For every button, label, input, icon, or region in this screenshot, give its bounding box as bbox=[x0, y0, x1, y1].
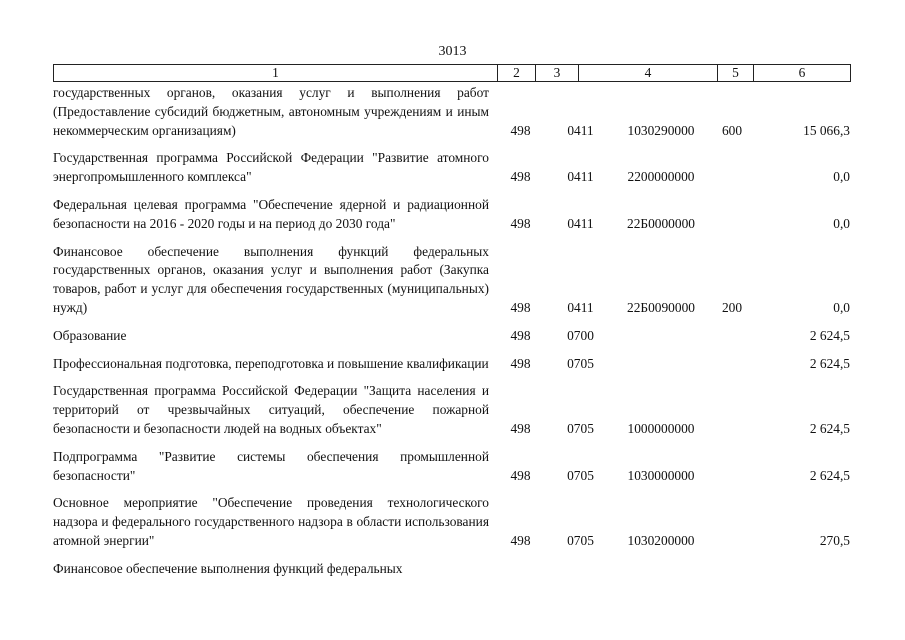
row-col4: 22Б0000000 bbox=[627, 215, 695, 231]
row-col4: 1030290000 bbox=[627, 122, 695, 138]
table-row bbox=[53, 355, 853, 374]
row-col6: 0,0 bbox=[833, 215, 850, 231]
budget-rows bbox=[53, 84, 853, 588]
table-row bbox=[53, 243, 853, 318]
column-header-5: 5 bbox=[718, 65, 754, 82]
row-col2: 498 bbox=[510, 122, 531, 138]
row-description: Финансовое обеспечение выполнения функций федеральных государственных органов, оказания услуг и выполнения работ (Закупка товаров, работ и услуг для обеспечения государственных (муниципальных) нужд) bbox=[53, 243, 489, 315]
row-col6: 2 624,5 bbox=[809, 327, 850, 343]
row-col4: 1030000000 bbox=[627, 467, 695, 483]
row-col2: 498 bbox=[510, 215, 531, 231]
row-col5: 600 bbox=[721, 122, 743, 138]
row-col6: 0,0 bbox=[833, 169, 850, 185]
column-header-table bbox=[53, 64, 851, 82]
column-header-6: 6 bbox=[754, 65, 851, 82]
column-header-3: 3 bbox=[536, 65, 579, 82]
row-col3: 0411 bbox=[567, 169, 594, 185]
row-col6: 2 624,5 bbox=[809, 420, 850, 436]
table-row bbox=[53, 382, 853, 438]
row-col4: 1030200000 bbox=[627, 532, 695, 548]
page-number: 3013 bbox=[438, 44, 467, 59]
table-row bbox=[53, 84, 853, 140]
table-row bbox=[53, 327, 853, 346]
row-col2: 498 bbox=[510, 169, 531, 185]
row-col4: 22Б0090000 bbox=[627, 299, 695, 315]
column-header-row bbox=[54, 65, 851, 82]
row-col3: 0411 bbox=[567, 299, 594, 315]
row-col2: 498 bbox=[510, 327, 531, 343]
row-col6: 270,5 bbox=[819, 532, 850, 548]
row-col3: 0700 bbox=[567, 327, 594, 343]
row-col6: 15 066,3 bbox=[803, 122, 850, 138]
row-col4: 1000000000 bbox=[627, 420, 695, 436]
row-description: Подпрограмма "Развитие системы обеспечения промышленной безопасности" bbox=[53, 448, 489, 483]
row-col6: 0,0 bbox=[833, 299, 850, 315]
table-row bbox=[53, 494, 853, 550]
row-description: государственных органов, оказания услуг и выполнения работ (Предоставление субсидий бюджетным, автономным учреждениям и иным некоммерческим организациям) bbox=[53, 85, 489, 138]
column-header-2: 2 bbox=[498, 65, 536, 82]
row-col6: 2 624,5 bbox=[809, 467, 850, 483]
row-description: Образование bbox=[53, 327, 127, 343]
column-header-4: 4 bbox=[579, 65, 718, 82]
row-description: Профессиональная подготовка, переподготовка и повышение квалификации bbox=[53, 355, 489, 371]
row-col3: 0411 bbox=[567, 122, 594, 138]
row-col2: 498 bbox=[510, 532, 531, 548]
table-row bbox=[53, 196, 853, 234]
table-row bbox=[53, 448, 853, 486]
column-header-1: 1 bbox=[54, 65, 498, 82]
table-row bbox=[53, 149, 853, 187]
row-description: Государственная программа Российской Федерации "Защита населения и территорий от чрезвычайных ситуаций, обеспечение пожарной безопасности и безопасности людей на водных объектах" bbox=[53, 383, 489, 436]
row-col3: 0411 bbox=[567, 215, 594, 231]
row-col2: 498 bbox=[510, 355, 531, 371]
row-col3: 0705 bbox=[567, 532, 594, 548]
row-col2: 498 bbox=[510, 467, 531, 483]
row-col3: 0705 bbox=[567, 355, 594, 371]
row-col2: 498 bbox=[510, 420, 531, 436]
row-col2: 498 bbox=[510, 299, 531, 315]
row-col3: 0705 bbox=[567, 420, 594, 436]
row-description: Финансовое обеспечение выполнения функций федеральных bbox=[53, 560, 403, 576]
table-row bbox=[53, 560, 853, 579]
row-col5: 200 bbox=[721, 299, 743, 315]
row-description: Основное мероприятие "Обеспечение проведения технологического надзора и федерального государственного надзора в области использования атомной энергии" bbox=[53, 495, 489, 548]
row-col6: 2 624,5 bbox=[809, 355, 850, 371]
row-description: Государственная программа Российской Федерации "Развитие атомного энергопромышленного комплекса" bbox=[53, 150, 489, 185]
row-col4: 2200000000 bbox=[627, 169, 695, 185]
row-description: Федеральная целевая программа "Обеспечение ядерной и радиационной безопасности на 2016 - 2020 годы и на период до 2030 года" bbox=[53, 196, 489, 231]
row-col3: 0705 bbox=[567, 467, 594, 483]
